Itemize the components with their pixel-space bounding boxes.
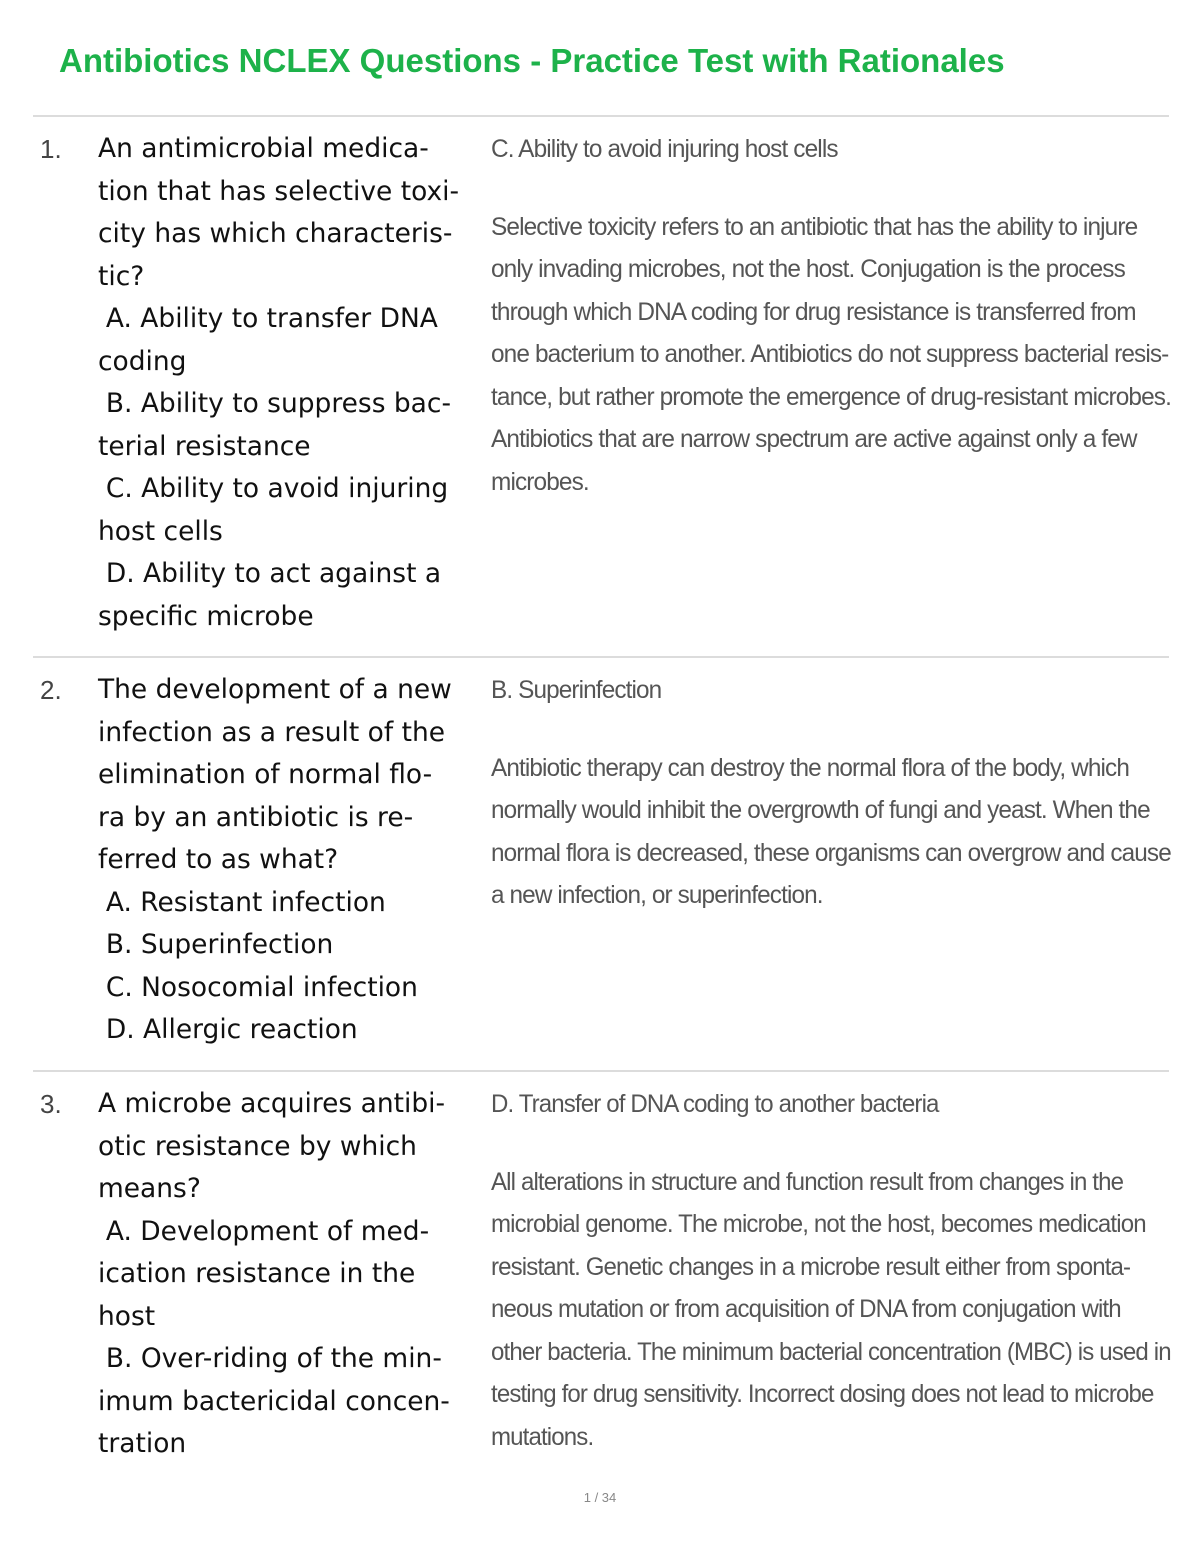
- answer-option-line: imum bactericidal concen-: [98, 1385, 450, 1417]
- answer-option-line: tration: [98, 1428, 187, 1459]
- answer-option-line: D. Allergic reaction: [105, 1014, 358, 1045]
- answer-column: [491, 128, 1172, 503]
- answer-option-line: D. Ability to act against a: [105, 558, 442, 589]
- answer-option-line: ication resistance in the: [98, 1258, 416, 1289]
- answer-column: [491, 669, 1171, 917]
- answer-option-line: C. Nosocomial infection: [105, 971, 418, 1003]
- rationale-line: tance, but rather promote the emergence of drug-resistant microbes.: [491, 382, 1172, 411]
- question-text-line: ferred to as what?: [98, 844, 339, 875]
- answer-option-line: terial resistance: [98, 430, 311, 462]
- rationale-line: neous mutation or from acquisition of DNA from conjugation with: [491, 1295, 1121, 1323]
- rationale-line: Antibiotics that are narrow spectrum are active against only a few: [491, 425, 1137, 453]
- rationale-line: normal flora is decreased, these organisms can overgrow and cause: [491, 838, 1171, 867]
- question-number: 3.: [40, 1089, 62, 1119]
- question-text-line: ra by an antibiotic is re-: [98, 801, 414, 833]
- question-text-line: elimination of normal flo-: [98, 759, 433, 790]
- correct-answer: C. Ability to avoid injuring host cells: [491, 135, 838, 163]
- rationale-line: Selective toxicity refers to an antibiotic that has the ability to injure: [491, 212, 1138, 241]
- answer-option-line: host: [98, 1300, 156, 1332]
- correct-answer: D. Transfer of DNA coding to another bacteria: [491, 1090, 939, 1118]
- rationale-line: mutations.: [491, 1422, 594, 1451]
- rationale-line: through which DNA coding for drug resistance is transferred from: [491, 297, 1136, 326]
- answer-option-line: specific microbe: [98, 600, 314, 632]
- question-text-line: An antimicrobial medica-: [98, 133, 429, 164]
- rationale-line: Antibiotic therapy can destroy the normal flora of the body, which: [491, 753, 1129, 782]
- answer-option-line: B. Superinfection: [105, 929, 334, 960]
- divider: [33, 656, 1169, 658]
- answer-option-line: host cells: [98, 515, 223, 547]
- question-text-line: city has which characteris-: [98, 218, 453, 249]
- answer-option-line: B. Over-riding of the min-: [105, 1343, 442, 1374]
- answer-option-line: coding: [98, 345, 187, 377]
- rationale-line: resistant. Genetic changes in a microbe result either from sponta-: [491, 1252, 1131, 1281]
- rationale-line: other bacteria. The minimum bacterial concentration (MBC) is used in: [491, 1337, 1171, 1366]
- answer-column: [491, 1083, 1171, 1458]
- question-text-line: tion that has selective toxi-: [98, 175, 460, 207]
- rationale-line: one bacterium to another. Antibiotics do not suppress bacterial resis-: [491, 340, 1169, 368]
- question-text-line: A microbe acquires antibi-: [98, 1088, 446, 1119]
- rationale-line: only invading microbes, not the host. Conjugation is the process: [491, 255, 1125, 283]
- question-text-line: The development of a new: [98, 674, 452, 705]
- rationale-line: testing for drug sensitivity. Incorrect dosing does not lead to microbe: [491, 1380, 1154, 1408]
- rationale-line: normally would inhibit the overgrowth of fungi and yeast. When the: [491, 796, 1150, 824]
- rationale-line: All alterations in structure and function result from changes in the: [491, 1167, 1124, 1196]
- question-column: [98, 1083, 482, 1466]
- question-number: 1.: [40, 134, 62, 164]
- rationale-line: a new infection, or superinfection.: [491, 881, 823, 909]
- answer-option-line: B. Ability to suppress bac-: [105, 388, 451, 419]
- answer-option-line: A. Ability to transfer DNA: [105, 303, 438, 334]
- rationale-line: microbes.: [491, 467, 589, 496]
- rationale-line: microbial genome. The microbe, not the host, becomes medication: [491, 1210, 1146, 1238]
- answer-option-line: A. Resistant infection: [105, 886, 386, 918]
- question-text-line: infection as a result of the: [98, 716, 446, 748]
- question-number: 2.: [40, 675, 62, 705]
- page-title: Antibiotics NCLEX Questions - Practice Test with Rationales: [59, 42, 1005, 79]
- question-column: [98, 128, 482, 638]
- answer-option-line: C. Ability to avoid injuring: [105, 473, 449, 504]
- divider: [33, 1070, 1169, 1072]
- question-text-line: means?: [98, 1173, 201, 1204]
- answer-option-line: A. Development of med-: [105, 1215, 430, 1247]
- page-indicator: 1 / 34: [583, 1490, 617, 1505]
- divider: [33, 115, 1169, 117]
- question-text-line: otic resistance by which: [98, 1130, 417, 1162]
- question-text-line: tic?: [98, 260, 145, 292]
- question-column: [98, 669, 482, 1052]
- correct-answer: B. Superinfection: [491, 676, 662, 704]
